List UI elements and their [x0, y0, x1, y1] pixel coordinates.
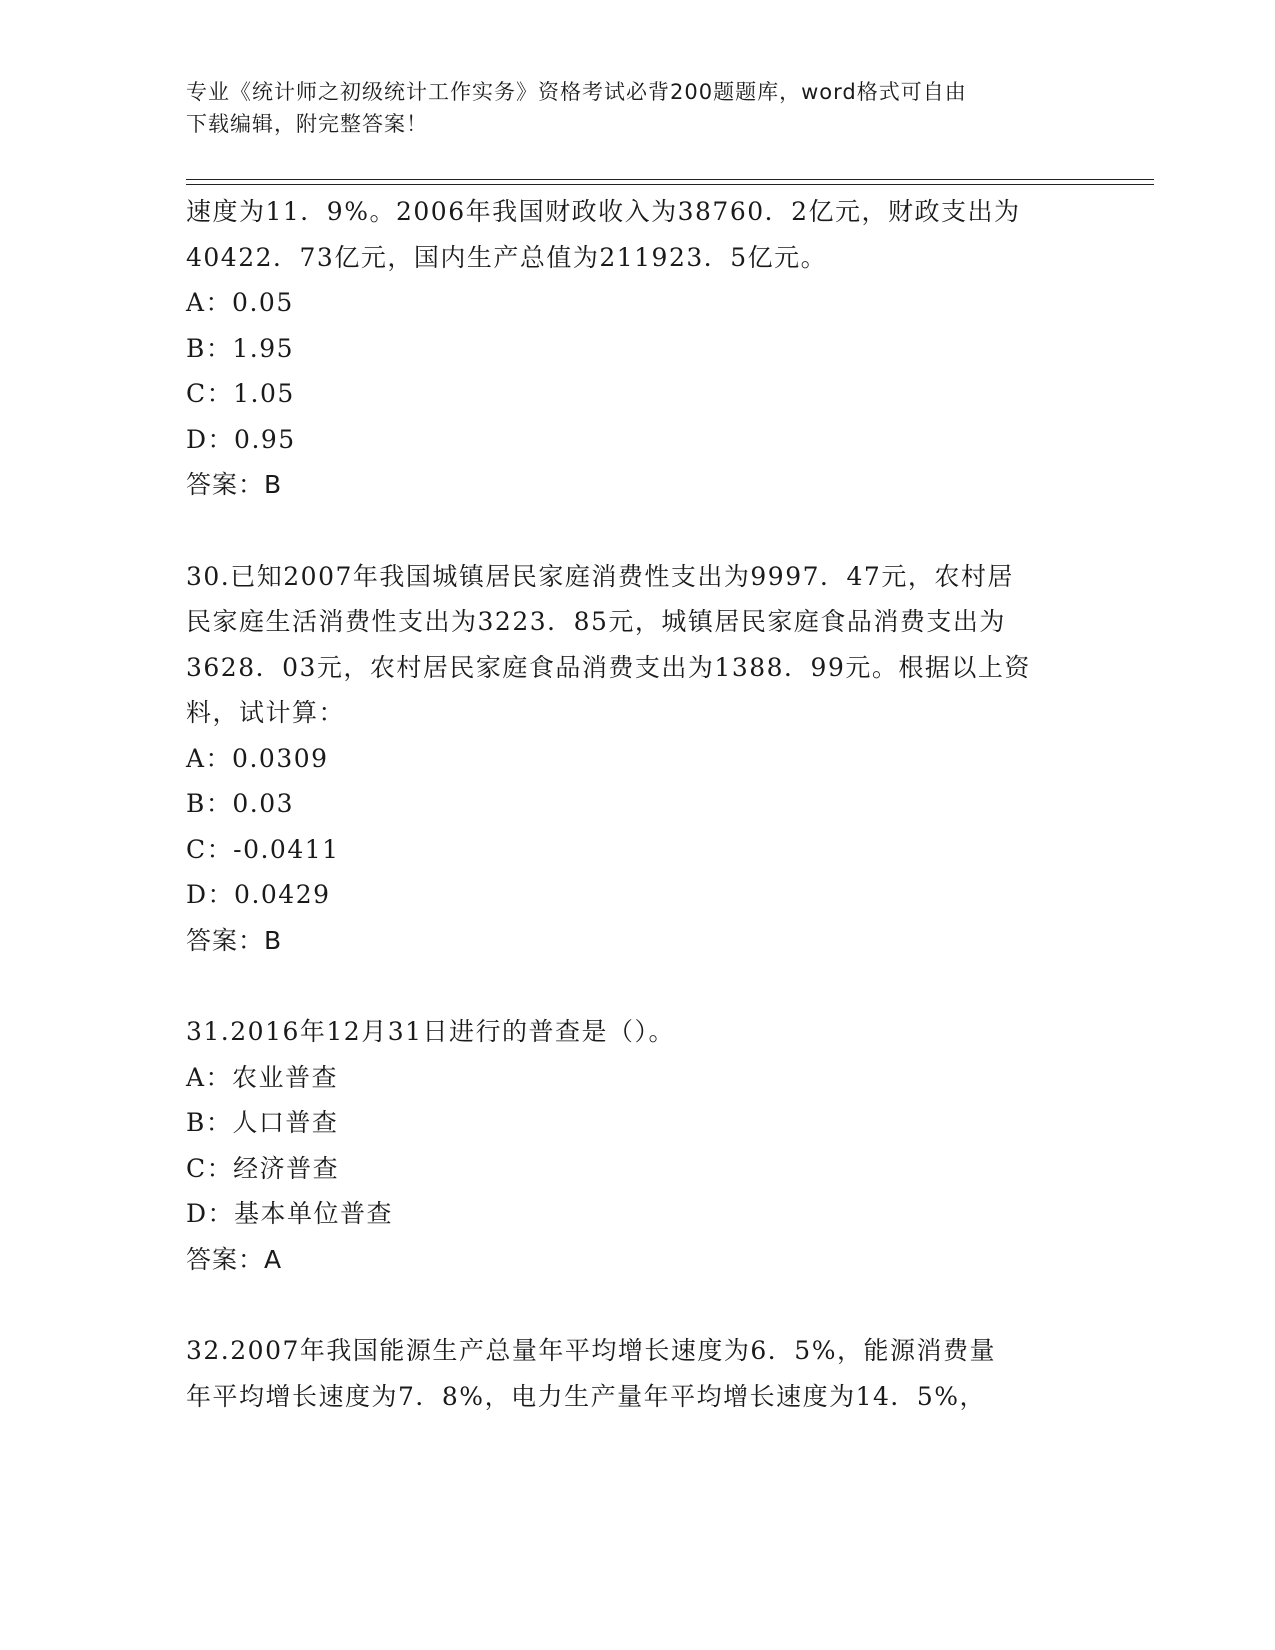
question-text-line: 3628．03元，农村居民家庭食品消费支出为1388．99元。根据以上资	[186, 652, 1031, 682]
answer-label: 答案：B	[186, 470, 283, 499]
question-30	[186, 554, 1086, 964]
header-line-2: 下载编辑，附完整答案！	[186, 112, 428, 136]
option-a: A：0.0309	[186, 743, 329, 773]
answer-label: 答案：B	[186, 925, 283, 955]
spacer	[186, 1282, 1086, 1328]
document-body	[186, 189, 1086, 1419]
question-text-line: 32.2007年我国能源生产总量年平均增长速度为6．5%，能源消费量	[186, 1336, 996, 1365]
answer-label: 答案：A	[186, 1244, 283, 1274]
header-line-1: 专业《统计师之初级统计工作实务》资格考试必背200题题库，word格式可自由	[186, 80, 967, 104]
option-d: D：基本单位普查	[186, 1199, 394, 1228]
option-a: A：0.05	[186, 288, 294, 317]
document-header	[186, 76, 1066, 140]
question-text-line: 料，试计算：	[186, 698, 346, 727]
spacer	[186, 963, 1086, 1009]
question-29	[186, 189, 1086, 508]
option-c: C：经济普查	[186, 1153, 340, 1183]
option-d: D：0.95	[186, 424, 296, 454]
question-text-line: 31.2016年12月31日进行的普查是（）。	[186, 1017, 676, 1046]
option-b: B：人口普查	[186, 1108, 339, 1137]
header-divider-top	[186, 179, 1154, 180]
header-divider-bottom	[186, 184, 1154, 185]
option-a: A：农业普查	[186, 1062, 339, 1092]
question-text-line: 速度为11．9%。2006年我国财政收入为38760．2亿元，财政支出为	[186, 197, 1021, 226]
option-b: B：1.95	[186, 333, 295, 363]
question-31	[186, 1009, 1086, 1282]
question-text-line: 民家庭生活消费性支出为3223．85元，城镇居民家庭食品消费支出为	[186, 607, 1006, 636]
option-d: D：0.0429	[186, 880, 331, 909]
option-c: C：1.05	[186, 379, 295, 408]
question-32	[186, 1328, 1086, 1419]
option-b: B：0.03	[186, 789, 295, 818]
question-text-line: 30.已知2007年我国城镇居民家庭消费性支出为9997．47元，农村居	[186, 561, 1014, 591]
question-text-line: 40422．73亿元，国内生产总值为211923．5亿元。	[186, 242, 828, 272]
spacer	[186, 508, 1086, 554]
question-text-line: 年平均增长速度为7．8%，电力生产量年平均增长速度为14．5%，	[186, 1381, 987, 1411]
option-c: C：-0.0411	[186, 834, 340, 864]
